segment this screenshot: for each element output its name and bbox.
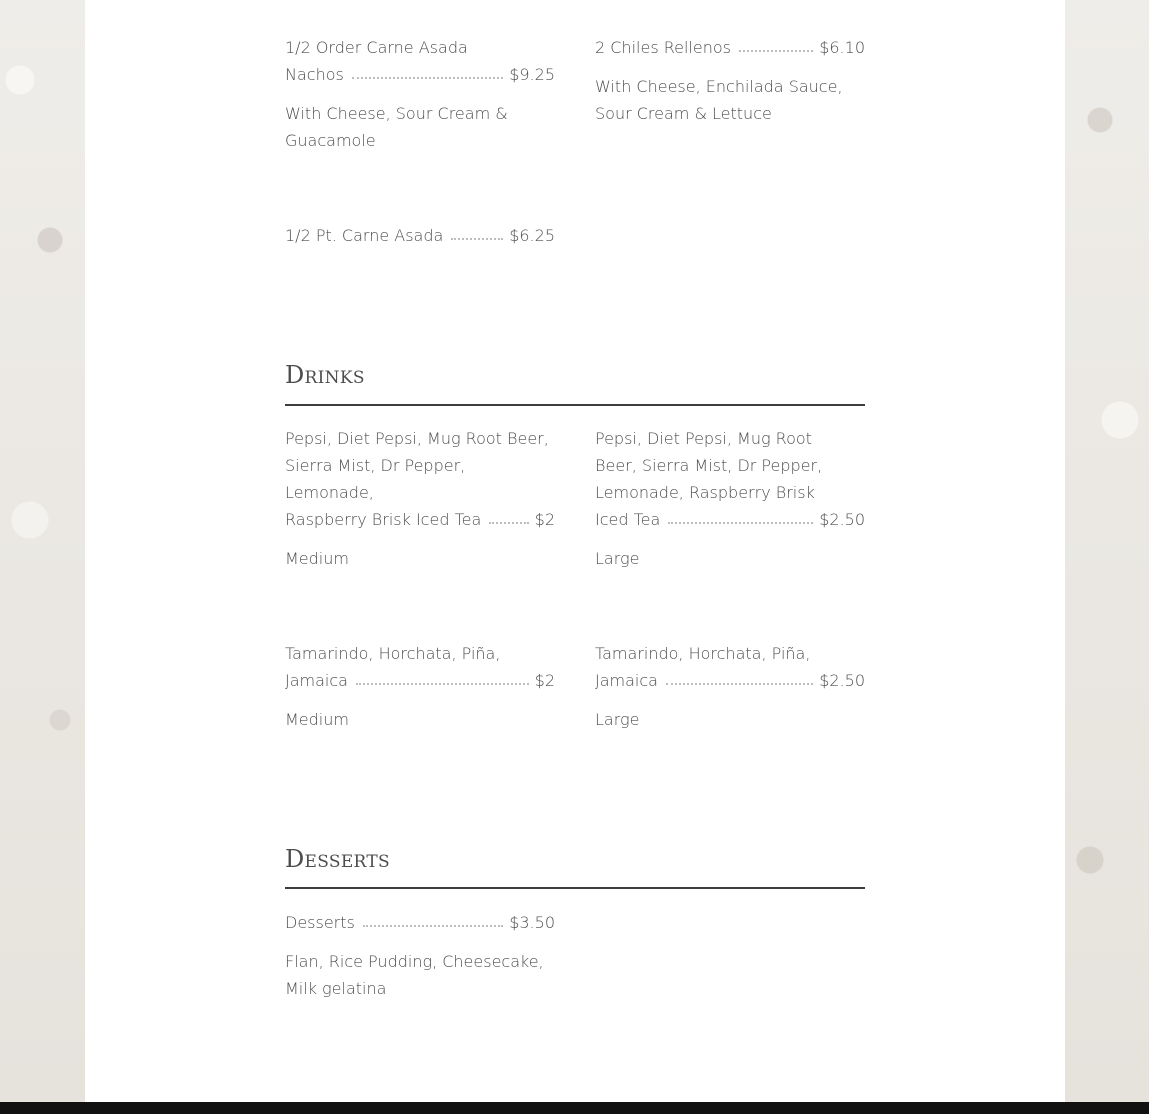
menu-item-description: Large: [595, 549, 640, 568]
menu-item-name-line: Iced Tea: [595, 510, 661, 529]
dotted-leader: [363, 925, 503, 927]
section-divider: [285, 404, 865, 406]
menu-item-title-line: [285, 222, 555, 249]
section-title-drinks: Drinks: [285, 361, 365, 389]
menu-item-name-line: Pepsi, Diet Pepsi, Mug Root: [595, 429, 812, 448]
menu-item-name-line: Jamaica: [285, 671, 348, 690]
menu-item-drinks-large: [595, 425, 865, 572]
menu-item-description: Medium: [285, 549, 349, 568]
menu-item-desserts: [285, 909, 555, 1002]
menu-item-price: $9.25: [509, 65, 555, 84]
menu-item-price: $6.10: [819, 38, 865, 57]
menu-item-name-line: Lemonade, Raspberry Brisk: [595, 483, 815, 502]
dotted-leader: [356, 683, 529, 685]
menu-item-name-line: Tamarindo, Horchata, Piña,: [285, 644, 501, 663]
dotted-leader: [489, 522, 528, 524]
menu-item-description: With Cheese, Enchilada Sauce, Sour Cream & Lettuce: [595, 77, 843, 123]
menu-item-name-line: Nachos: [285, 65, 344, 84]
menu-item-carne-asada-nachos: [285, 34, 555, 154]
section-title-desserts: Desserts: [285, 845, 390, 873]
menu-item-half-pint-carne-asada: [285, 222, 555, 249]
menu-item-title-line: [595, 506, 865, 533]
dotted-leader: [739, 50, 813, 52]
menu-page: [85, 0, 1065, 1102]
menu-item-price: $2.50: [819, 671, 865, 690]
dotted-leader: [451, 238, 503, 240]
menu-item-name-line: Sierra Mist, Dr Pepper, Lemonade,: [285, 456, 466, 502]
dotted-leader: [668, 522, 813, 524]
menu-item-description: Large: [595, 710, 640, 729]
menu-item-title-line: [595, 667, 865, 694]
menu-item-price: $6.25: [509, 226, 555, 245]
menu-item-price: $3.50: [509, 913, 555, 932]
menu-item-title-line: [285, 909, 555, 936]
menu-item-name-line: Beer, Sierra Mist, Dr Pepper,: [595, 456, 823, 475]
menu-item-title-line: [285, 61, 555, 88]
menu-item-aguas-frescas-medium: [285, 640, 555, 733]
menu-item-title-line: [595, 34, 865, 61]
menu-item-price: $2: [534, 510, 555, 529]
menu-item-name: Desserts: [285, 913, 355, 932]
menu-item-name: 2 Chiles Rellenos: [595, 38, 731, 57]
dotted-leader: [352, 77, 503, 79]
menu-item-name-line: Raspberry Brisk Iced Tea: [285, 510, 482, 529]
bottom-bar: [0, 1102, 1149, 1114]
menu-item-name-line: 1/2 Order Carne Asada: [285, 38, 468, 57]
menu-item-name-line: Tamarindo, Horchata, Piña,: [595, 644, 811, 663]
menu-item-description: With Cheese, Sour Cream & Guacamole: [285, 104, 508, 150]
menu-item-title-line: [285, 506, 555, 533]
menu-item-drinks-medium: [285, 425, 555, 572]
menu-item-name: 1/2 Pt. Carne Asada: [285, 226, 444, 245]
menu-item-aguas-frescas-large: [595, 640, 865, 733]
dotted-leader: [666, 683, 813, 685]
menu-item-description: Flan, Rice Pudding, Cheesecake, Milk gelatina: [285, 952, 544, 998]
menu-item-title-line: [285, 667, 555, 694]
menu-item-name-line: Jamaica: [595, 671, 658, 690]
menu-item-name-line: Pepsi, Diet Pepsi, Mug Root Beer,: [285, 429, 549, 448]
menu-item-chiles-rellenos: [595, 34, 865, 127]
section-divider: [285, 887, 865, 889]
menu-item-price: $2.50: [819, 510, 865, 529]
menu-item-price: $2: [534, 671, 555, 690]
menu-item-description: Medium: [285, 710, 349, 729]
